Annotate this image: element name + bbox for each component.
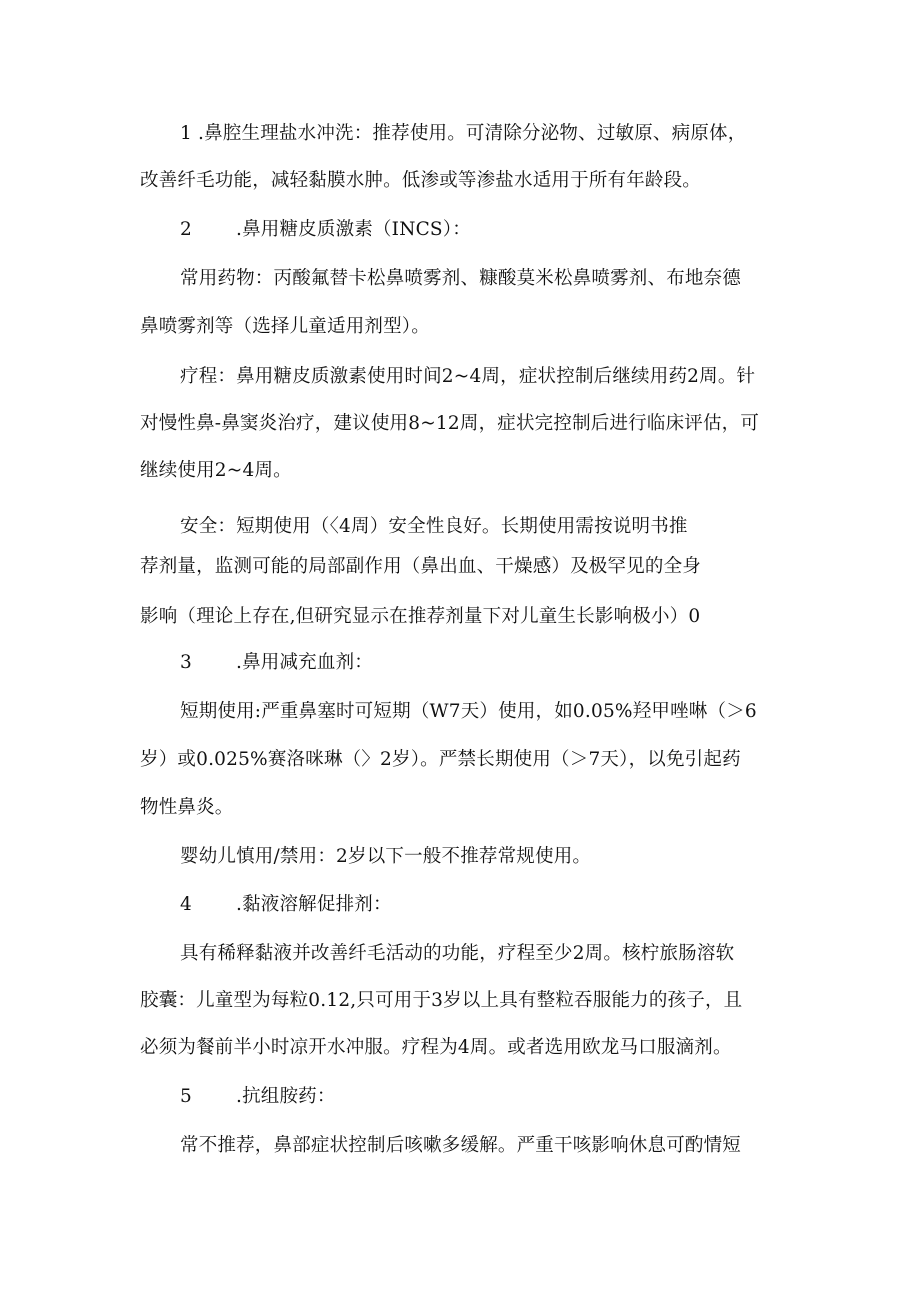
heading-2 (180, 217, 471, 243)
paragraph-4-line-3: 影响（理论上存在,但研究显示在推荐剂量下对儿童生长影响极小）0 (140, 606, 701, 627)
heading-5-title: .抗组胺药： (236, 1086, 336, 1107)
heading-3 (180, 650, 373, 676)
paragraph-1-line-2: 改善纤毛功能，减轻黏膜水肿。低渗或等渗盐水适用于所有年龄段。 (140, 170, 702, 191)
paragraph-4-line-1: 安全：短期使用（〈4周）安全性良好。长期使用需按说明书推 (180, 516, 688, 537)
paragraph-5-line-2: 岁）或0.025%赛洛咪琳（〉2岁）。严禁长期使用（＞7天），以免引起药 (140, 749, 741, 770)
heading-4-title: .黏液溶解促排剂： (236, 894, 392, 915)
heading-4 (180, 892, 392, 918)
paragraph-2-line-1: 常用药物：丙酸氟替卡松鼻喷雾剂、糠酸莫米松鼻喷雾剂、布地奈德 (180, 268, 742, 289)
paragraph-3-line-1: 疗程：鼻用糖皮质激素使用时间2~4周，症状控制后继续用药2周。针 (180, 366, 756, 387)
paragraph-7-line-2: 胶囊：儿童型为每粒0.12,只可用于3岁以上具有整粒吞服能力的孩子，且 (140, 990, 743, 1011)
paragraph-6-line-1: 婴幼儿慎用/禁用：2岁以下一般不推荐常规使用。 (180, 846, 592, 867)
paragraph-2-line-2: 鼻喷雾剂等（选择儿童适用剂型）。 (140, 316, 430, 337)
paragraph-4-line-2: 荐剂量，监测可能的局部副作用（鼻出血、干燥感）及极罕见的全身 (140, 556, 702, 577)
heading-2-title: .鼻用糖皮质激素（INCS）： (236, 219, 471, 240)
heading-3-number: 3 (180, 652, 192, 673)
paragraph-1-line-1: 1 .鼻腔生理盐水冲洗：推荐使用。可清除分泌物、过敏原、病原体， (180, 123, 747, 144)
paragraph-3-line-3: 继续使用2~4周。 (140, 460, 292, 481)
paragraph-7-line-1: 具有稀释黏液并改善纤毛活动的功能，疗程至少2周。核柠旅肠溶软 (180, 943, 735, 964)
paragraph-3-line-2: 对慢性鼻-鼻窦炎治疗，建议使用8~12周，症状完控制后进行临床评估，可 (140, 413, 760, 434)
heading-4-number: 4 (180, 894, 192, 915)
heading-5 (180, 1084, 336, 1110)
heading-2-number: 2 (180, 219, 192, 240)
paragraph-8-line-1: 常不推荐，鼻部症状控制后咳嗽多缓解。严重干咳影响休息可酌情短 (180, 1135, 742, 1156)
heading-3-title: .鼻用减充血剂： (236, 652, 373, 673)
paragraph-7-line-3: 必须为餐前半小时凉开水冲服。疗程为4周。或者选用欧龙马口服滴剂。 (140, 1037, 732, 1058)
paragraph-5-line-3: 物性鼻炎。 (140, 797, 234, 818)
heading-5-number: 5 (180, 1086, 192, 1107)
paragraph-5-line-1: 短期使用:严重鼻塞时可短期（W7天）使用，如0.05%羟甲唑啉（＞6 (180, 701, 757, 722)
